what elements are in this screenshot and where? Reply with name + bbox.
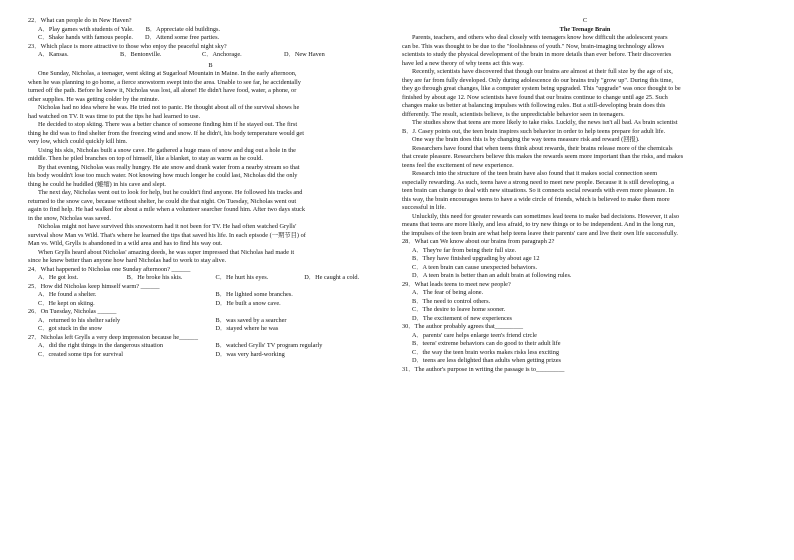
passage-line: that create pleasure. Researchers believe this makes the rewards seem more important than the risks, and makes [402,153,684,160]
passage-line: the impulses of the teen brain are what help teens leave their parents' care and live their own life successfully. [402,229,678,237]
passage-line: Research into the structure of the teen brain have also found that it makes social connection seem [412,170,658,177]
option[interactable]: C．Anchorage. [202,51,242,58]
passage-line: successful in life. [402,204,446,211]
option[interactable]: C．created some tips for survival [38,350,123,358]
options-23 [28,51,393,60]
passage-c [402,34,768,238]
passage-line: Parents, teachers, and others who deal closely with teenagers know how difficult the adolescent years [412,34,668,41]
option[interactable]: C．got stuck in the snow [38,325,103,332]
question-28: 28．What can We know about our brains from paragraph 2? [402,238,555,245]
passage-line: One Sunday, Nicholas, a teenager, went skiing at Sugarloaf Mountain in Maine. In the early afternoon, [38,70,297,77]
passage-line: especially rewarding. As such, teens have a strong need to meet new people. Because it is still developing, a [402,178,675,186]
question-24: 24．What happened to Nicholas one Sunday afternoon? ______ [28,265,191,273]
passage-line: survival show Man vs Wild. That's where he learned the tips that saved his life. In each episode (一期节目) of [28,231,306,239]
passage-line: The studies show that teens are more likely to take risks. Luckily, the news isn't all bad. As brain scientist [412,119,678,126]
option[interactable]: D．He built a snow cave. [215,299,281,307]
section-b-heading: B [208,61,213,69]
option[interactable]: D．A teen brain is better than an adult brain at following rules. [412,272,572,279]
passage-line: scientists to study the physical development of the brain in more details than ever before. Their discoveries [402,51,672,58]
question-22: 22．What can people do in New Haven? [28,17,132,24]
option[interactable]: A．The fear of being alone. [412,289,484,296]
option[interactable]: C．the way the teen brain works makes risks less exciting [412,348,560,356]
passage-line: When Grylls heard about Nicholas' amazing deeds, he was super impressed that Nicholas had made it [38,248,295,256]
left-column [28,0,393,359]
option[interactable]: C．The desire to leave home sooner. [412,306,506,313]
question-23: 23．Which place is more attractive to those who enjoy the peaceful night sky? [28,42,227,50]
passage-line: changes make us better at balancing impulses with following rules. But a still-developing brain does this [402,102,666,109]
options-25-row2 [28,300,393,309]
passage-line: other supplies. He was getting colder by the minute. [28,95,160,103]
passage-line: had watched on TV. It was time to put the tips he had learned to use. [28,112,201,120]
option[interactable]: D．stayed where he was [215,325,279,332]
passage-line: they are far from fully developed. Only during adolescence do our brains truly "grow up". During this time, [402,76,673,84]
option[interactable]: D．The excitement of new experiences [412,314,513,322]
passage-line: Researchers have found that when teens think about rewards, their brains release more of the chemicals [412,144,673,152]
option[interactable]: B．They have finished upgrading by about age 12 [412,255,540,262]
passage-line: Unluckily, this need for greater rewards can sometimes lead teens to make bad decisions. However, it also [412,212,680,220]
option[interactable]: A．Kansas. [38,51,69,58]
options-22-row1 [28,26,393,35]
passage-line: very low, which could quickly kill him. [28,138,128,145]
passage-line: returned to the snow cave, because without shelter, he could die that night. On Tuesday, Nicholas went out [28,197,297,205]
right-column [402,0,768,374]
option[interactable]: B．The need to control others. [412,297,491,305]
option[interactable]: B．He broke his skis. [126,274,183,281]
option[interactable]: A．Play games with students of Yale. [38,25,134,33]
passage-line: finished by about age 12. Now scientists have found that our brains continue to change until age 25. Such [402,93,668,101]
passage-line: middle. Then he piled branches on top of himself, like a blanket, to stay as warm as he could. [28,155,263,162]
passage-title: The Teenage Brain [559,25,611,33]
question-31: 31．The author's purpose in writing the passage is to_________ [402,365,565,373]
option[interactable]: B．He lighted some branches. [215,291,293,298]
passage-line: differently. The result, scientists believe, is the unpredictable behavior seen in teenagers. [402,110,625,118]
option[interactable]: D．He caught a cold. [304,274,360,281]
passage-line: By that evening, Nicholas was really hungry. He ate snow and drank water from a nearby stream so that [38,163,300,171]
passage-line: his body wouldn't lose too much water. Not knowing how much longer he could last, Nicholas did the only [28,172,298,179]
option[interactable]: B．teens' extreme behaviors can do good to their adult life [412,340,561,347]
passage-line: when he was planning to go home, a fierce snowstorm swept into the area. Unable to see far, he accidentally [28,78,301,86]
passage-line: B．J. Casey points out, the teen brain inspires such behavior in order to help teens prepare for adult life. [402,127,666,135]
option[interactable]: D．was very hard-working [215,350,285,358]
passage-line: can be. This was thought to be due to the "foolishness of youth." Now, brain-imaging technology allows [402,42,665,50]
option[interactable]: C．He kept on skiing. [38,299,95,307]
passage-line: thing he did was to find shelter from the freezing wind and snow. If he didn't, his body temperature would get [28,129,304,137]
options-27-row2 [28,351,393,360]
option[interactable]: B．Bentonville. [120,51,162,58]
options-24 [28,274,393,283]
passage-line: He decided to stop skiing. There was a better chance of someone finding him if he stayed out. The first [38,121,298,128]
passage-line: teen brain can change to deal with new situations. So it connects social rewards with even more pleasure. In [402,187,674,194]
option[interactable]: A．He got lost. [38,274,79,281]
option[interactable]: B．watched Grylls' TV program regularly [215,342,323,349]
question-27: 27．Nicholas left Grylls a very deep impression because he______ [28,333,198,341]
option[interactable]: A．returned to his shelter safely [38,316,121,324]
passage-line: they go through great changes, like a computer system being upgraded. This "upgrade" was once thought to be [402,85,681,92]
question-30: 30．The author probably agrees that_________ [402,323,524,330]
option[interactable]: B．Appreciate old buildings. [145,25,221,33]
option[interactable]: A．They're far from being their full size. [412,246,517,254]
option[interactable]: B．was saved by a searcher [215,316,287,324]
option[interactable]: C．Shake hands with famous people. [38,34,133,41]
options-26-row1 [28,317,393,326]
passage-line: have led a new theory of why teens act this way. [402,59,524,67]
passage-line: Man vs. Wild, Grylls is abandoned in a wild area and has to find his way out. [28,240,223,247]
passage-line: teens feel the excitement of new experience. [402,161,514,169]
passage-line: in the snow, Nicholas was saved. [28,214,112,222]
question-25: 25．How did Nicholas keep himself warm? ______ [28,282,160,290]
passage-line: Nicholas had no idea where he was. He tried not to panic. He thought about all of the survival shows he [38,104,300,111]
passage-line: Nicholas might not have survived this snowstorm had it not been for TV. He had often watched Grylls' [38,223,297,230]
passage-line: The next day, Nicholas went out to look for help, but he couldn't find anyone. He followed his tracks and [38,189,303,196]
option[interactable]: D．Attend some free parties. [144,34,220,41]
options-27-row1 [28,342,393,351]
options-26-row2 [28,325,393,334]
passage-line: Using his skis, Nicholas built a snow cave. He gathered a huge mass of snow and dug out a hole in the [38,146,296,154]
options-22-row2 [28,34,393,43]
passage-line: means that teens are more likely, and less afraid, to try new things or to be independent. And in the long run, [402,221,675,228]
option[interactable]: C．He hurt his eyes. [215,274,269,281]
option[interactable]: D．teens are less delighted than adults when getting prizes [412,357,561,364]
option[interactable]: C．A teen brain can cause unexpected behaviors. [412,263,538,271]
option[interactable]: D．New Haven [284,51,325,58]
question-26: 26．On Tuesday, Nicholas ______ [28,308,117,315]
passage-line: this way, the brain encourages teens to have a wide circle of friends, which is believed to make them more [402,195,670,203]
options-25-row1 [28,291,393,300]
option[interactable]: A．parents' care helps enlarge teen's friend circle [412,331,537,339]
passage-line: since he knew better than anyone how hard Nicholas had to work to stay alive. [28,257,227,264]
passage-line: Recently, scientists have discovered that though our brains are almost at their full size by the age of six, [412,68,673,75]
passage-line: One way the brain does this is by changing the way teens measure risk and reward (回报). [412,136,640,143]
option[interactable]: A．did the right things in the dangerous situation [38,342,164,349]
passage-line: again to find help. He had walked for about a mile when a volunteer searcher found him. After two days stuck [28,206,305,213]
passage-line: thing he could he huddled (蜷缩) in his cave and slept. [28,180,166,188]
passage-b [28,70,393,266]
option[interactable]: A．He found a shelter. [38,291,97,298]
section-c-heading: C [582,17,588,24]
question-29: 29．What leads teens to meet new people? [402,280,511,288]
passage-line: turned off the path. Before he knew it, Nicholas was lost, all alone! He didn't have food, water, a phone, or [28,87,297,94]
